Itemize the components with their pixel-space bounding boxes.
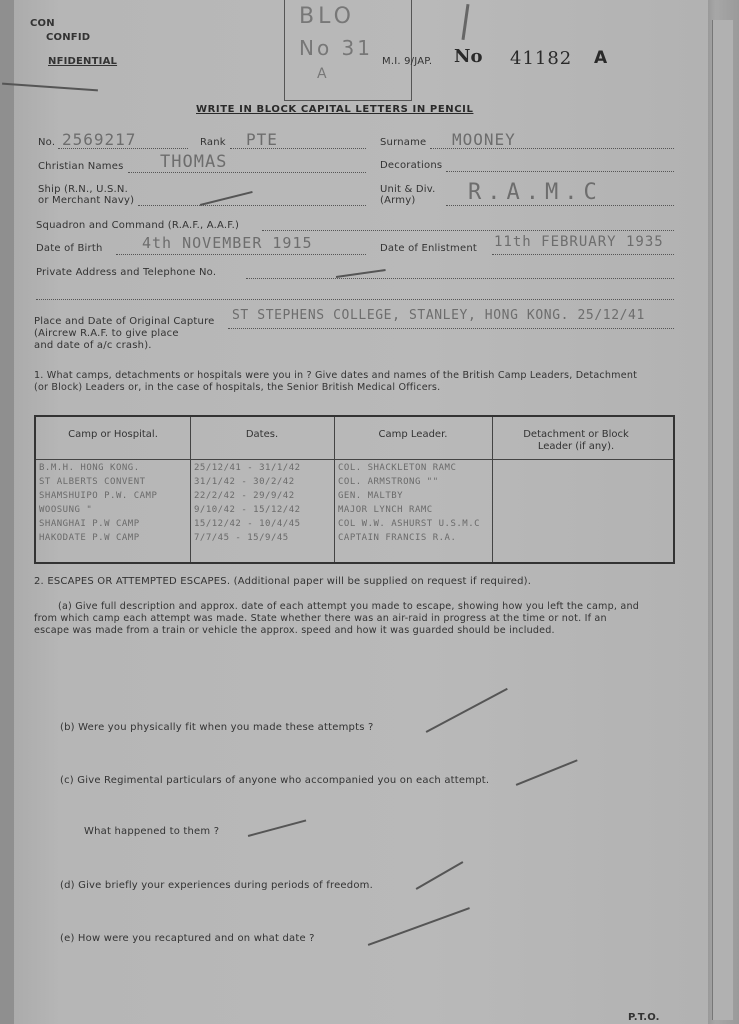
capture-line [228,328,674,329]
table-cell-dates: 25/12/41 - 31/1/42 [194,463,301,473]
table-cell-dates: 31/1/42 - 30/2/42 [194,477,295,487]
form-suffix: A [594,48,608,68]
squadron-label: Squadron and Command (R.A.F., A.A.F.) [36,220,240,231]
christian-names-line [128,172,366,173]
form-number: 41182 [510,48,573,69]
table-cell-dates: 7/7/45 - 15/9/45 [194,533,289,543]
binding-edge [0,0,14,1024]
col-header-camp: Camp or Hospital. [68,429,158,440]
table-divider [492,417,493,562]
table-cell-leader: MAJOR LYNCH RAMC [338,505,433,515]
stamp-text: BLO [299,4,355,29]
table-cell-camp: WOOSUNG " [39,505,93,515]
confidential-line-1: CON [30,18,55,29]
table-cell-dates: 9/10/42 - 15/12/42 [194,505,301,515]
confidential-line-3: NFIDENTIAL [48,56,118,67]
table-header-rule [36,459,673,460]
no-value: 2569217 [62,130,137,149]
ship-line [138,205,366,206]
table-cell-leader: COL W.W. ASHURST U.S.M.C [338,519,481,529]
squadron-line [262,230,674,231]
surname-label: Surname [380,137,427,148]
dob-value: 4th NOVEMBER 1915 [142,234,313,252]
question-2d: (d) Give briefly your experiences during periods of freedom. [60,880,373,891]
no-line [58,148,188,149]
col-header-dates: Dates. [245,429,279,440]
question-1-line-1: 1. What camps, detachments or hospitals were you in ? Give dates and names of the British Camp Leaders, Detachment [34,370,638,381]
dob-line [116,254,366,255]
col-header-leader: Camp Leader. [378,429,448,440]
enlistment-value: 11th FEBRUARY 1935 [494,234,664,250]
table-cell-leader: COL. ARMSTRONG "" [338,477,439,487]
dob-label: Date of Birth [36,243,103,254]
enlistment-label: Date of Enlistment [380,243,477,254]
capture-label-1: Place and Date of Original Capture [34,316,215,327]
table-cell-camp: SHANGHAI P.W CAMP [39,519,140,529]
confidential-line-2: CONFID [46,32,91,43]
table-cell-dates: 15/12/42 - 10/4/45 [194,519,301,529]
question-2a-line-1: (a) Give full description and approx. date of each attempt you made to escape, showing how you left the camp, and [58,601,640,612]
surname-value: MOONEY [452,130,516,149]
section-2-title: 2. ESCAPES OR ATTEMPTED ESCAPES. (Additional paper will be supplied on request if required). [34,576,532,587]
question-2c-followup: What happened to them ? [84,826,220,837]
unit-label-1: Unit & Div. [380,184,436,195]
address-line-2 [36,299,674,300]
table-cell-leader: GEN. MALTBY [338,491,404,501]
surname-line [430,148,674,149]
instruction-heading: WRITE IN BLOCK CAPITAL LETTERS IN PENCIL [196,104,474,115]
question-2e: (e) How were you recaptured and on what date ? [60,933,315,944]
decorations-label: Decorations [380,160,443,171]
capture-label-3: and date of a/c crash). [34,340,152,351]
question-2c: (c) Give Regimental particulars of anyone who accompanied you on each attempt. [60,775,490,786]
address-label: Private Address and Telephone No. [36,267,217,278]
ref-code: M.I. 9/JAP. [382,56,433,67]
stamp-letter: A [317,66,327,82]
form-no-label: No [454,46,483,67]
ship-label-2: or Merchant Navy) [38,195,135,206]
ship-label-1: Ship (R.N., U.S.N. [38,184,128,195]
question-2a-line-2: from which camp each attempt was made. State whether there was an air-raid in progress at the time or not. If an [34,613,607,624]
question-2a-line-3: escape was made from a train or vehicle the approx. speed and how it was guarded should be included. [34,625,555,636]
christian-names-label: Christian Names [38,161,124,172]
capture-value: ST STEPHENS COLLEGE, STANLEY, HONG KONG. 25/12/41 [232,308,645,323]
decorations-line [446,171,674,172]
address-line-1 [246,278,674,279]
no-label: No. [38,137,56,148]
capture-label-2: (Aircrew R.A.F. to give place [34,328,179,339]
table-cell-camp: HAKODATE P.W CAMP [39,533,140,543]
table-cell-leader: COL. SHACKLETON RAMC [338,463,457,473]
unit-value: R.A.M.C [468,180,603,205]
col-header-detachment: Detachment or Block Leader (if any). [523,429,629,452]
pto-marker: P.T.O. [628,1012,660,1023]
block-stamp [284,0,412,101]
rank-label: Rank [200,137,226,148]
table-cell-camp: ST ALBERTS CONVENT [39,477,146,487]
table-cell-camp: B.M.H. HONG KONG. [39,463,140,473]
underlying-page-edge [712,20,733,1020]
christian-names-value: THOMAS [160,152,228,172]
question-1-line-2: (or Block) Leaders or, in the case of hospitals, the Senior British Medical Officers. [34,382,441,393]
table-cell-camp: SHAMSHUIPO P.W. CAMP [39,491,158,501]
stamp-number: No 31 [299,36,374,60]
question-2b: (b) Were you physically fit when you made these attempts ? [60,722,374,733]
unit-line [446,205,674,206]
unit-label-2: (Army) [380,195,416,206]
table-cell-dates: 22/2/42 - 29/9/42 [194,491,295,501]
enlistment-line [492,254,674,255]
rank-line [230,148,366,149]
rank-value: PTE [246,130,278,149]
table-cell-leader: CAPTAIN FRANCIS R.A. [338,533,457,543]
camps-table [34,415,675,564]
